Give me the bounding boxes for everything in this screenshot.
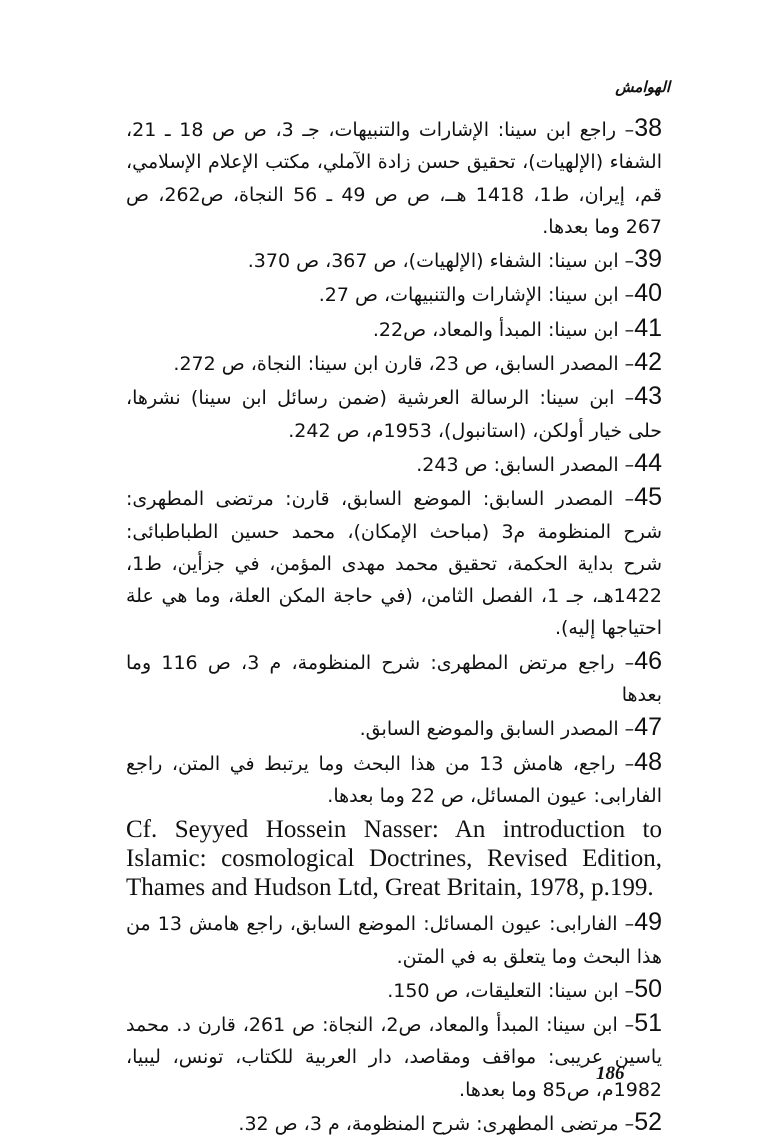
endnote-50 xyxy=(126,973,662,1007)
english-citation: Cf. Seyyed Hossein Nasser: An introduction to Islamic: cosmological Doctrines, Revised Edition, Thames and Hudson Ltd, Great Britain, 1978, p.199. xyxy=(126,816,662,902)
note-text: – ابن سينا: التعليقات، ص 150. xyxy=(387,979,635,1002)
endnote-48 xyxy=(126,746,662,813)
note-number: 46 xyxy=(634,646,662,675)
endnote-38 xyxy=(126,112,662,243)
note-text: – المصدر السابق، ص 23، قارن ابن سينا: النجاة، ص 272. xyxy=(173,353,635,376)
note-text: – ابن سينا: الرسالة العرشية (ضمن رسائل ابن سينا) نشرها، حلى خيار أولكن، (استانبول)، 1953م، ص 242. xyxy=(126,387,662,442)
note-number: 38 xyxy=(634,114,662,142)
note-text: – ابن سينا: المبدأ والمعاد، ص22. xyxy=(372,318,635,341)
note-text: – راجع، هامش 13 من هذا البحث وما يرتبط في المتن، راجع الفارابى: عيون المسائل، ص 22 وما بعدها. xyxy=(126,752,662,807)
note-text: – ابن سينا: الإشارات والتنبيهات، ص 27. xyxy=(318,284,635,307)
note-number: 50 xyxy=(634,974,662,1003)
note-number: 47 xyxy=(634,713,662,742)
running-header: الهوامش xyxy=(615,78,670,96)
page-number: 186 xyxy=(596,1063,625,1084)
endnote-49 xyxy=(126,906,662,973)
note-text: – مرتضى المطهرى: شرح المنظومة، م 3، ص 32. xyxy=(238,1113,635,1136)
note-text: – المصدر السابق والموضع السابق. xyxy=(359,718,635,741)
endnote-41 xyxy=(126,312,662,346)
note-number: 51 xyxy=(634,1009,662,1038)
note-number: 44 xyxy=(634,448,662,477)
endnote-42 xyxy=(126,346,662,380)
note-number: 45 xyxy=(634,483,662,512)
note-text: – المصدر السابق: ص 243. xyxy=(416,453,635,476)
endnote-39 xyxy=(126,243,662,277)
note-number: 43 xyxy=(634,382,662,411)
endnote-52 xyxy=(126,1106,662,1140)
note-number: 48 xyxy=(634,747,662,776)
note-text: – راجع ابن سينا: الإشارات والتنبيهات، جـ 3، ص ص 18 ـ 21، الشفاء (الإلهيات)، تحقيق حسن زادة الآملي، مكتب الإعلام الإسلامي، قم، إيران، ط1، 1418 هــ، ص ص 49 ـ 56 النجاة، ص262، ص 267 وما بعدها. xyxy=(126,119,662,238)
note-text: – المصدر السابق: الموضع السابق، قارن: مرتضى المطهرى: شرح المنظومة م3 (مباحث الإمكان)، محمد حسين الطباطبائى: شرح بداية الحكمة، تحقيق محمد مهدى المؤمن، في جزأين، ط1، 1422هـ، جـ 1، الفصل الثامن، (في حاجة المكن العلة، وما هي علة احتياجها إليه). xyxy=(126,488,663,640)
note-number: 40 xyxy=(634,279,662,308)
endnotes-list xyxy=(126,112,662,1140)
note-number: 52 xyxy=(634,1108,662,1137)
endnote-51 xyxy=(126,1007,662,1106)
endnote-45 xyxy=(126,481,662,644)
note-text: – ابن سينا: المبدأ والمعاد، ص2، النجاة: ص 261، قارن د. محمد ياسين عريبى: مواقف ومقاصد، دار العربية للكتاب، تونس، ليبيا، 1982م، ص85 وما بعدها. xyxy=(126,1014,662,1101)
endnote-46 xyxy=(126,645,662,712)
note-text: – الفارابى: عيون المسائل: الموضع السابق، راجع هامش 13 من هذا البحث وما يتعلق به في المتن. xyxy=(126,913,662,968)
note-text: – راجع مرتض المطهرى: شرح المنظومة، م 3، ص 116 وما بعدها xyxy=(126,651,662,707)
endnote-44 xyxy=(126,447,662,481)
note-text: – ابن سينا: الشفاء (الإلهيات)، ص 367، ص 370. xyxy=(247,250,635,273)
note-number: 49 xyxy=(634,908,662,937)
note-number: 39 xyxy=(634,245,662,274)
endnote-40 xyxy=(126,277,662,311)
endnote-47 xyxy=(126,711,662,745)
note-number: 42 xyxy=(634,348,662,377)
note-number: 41 xyxy=(634,313,662,342)
endnote-43 xyxy=(126,380,662,447)
